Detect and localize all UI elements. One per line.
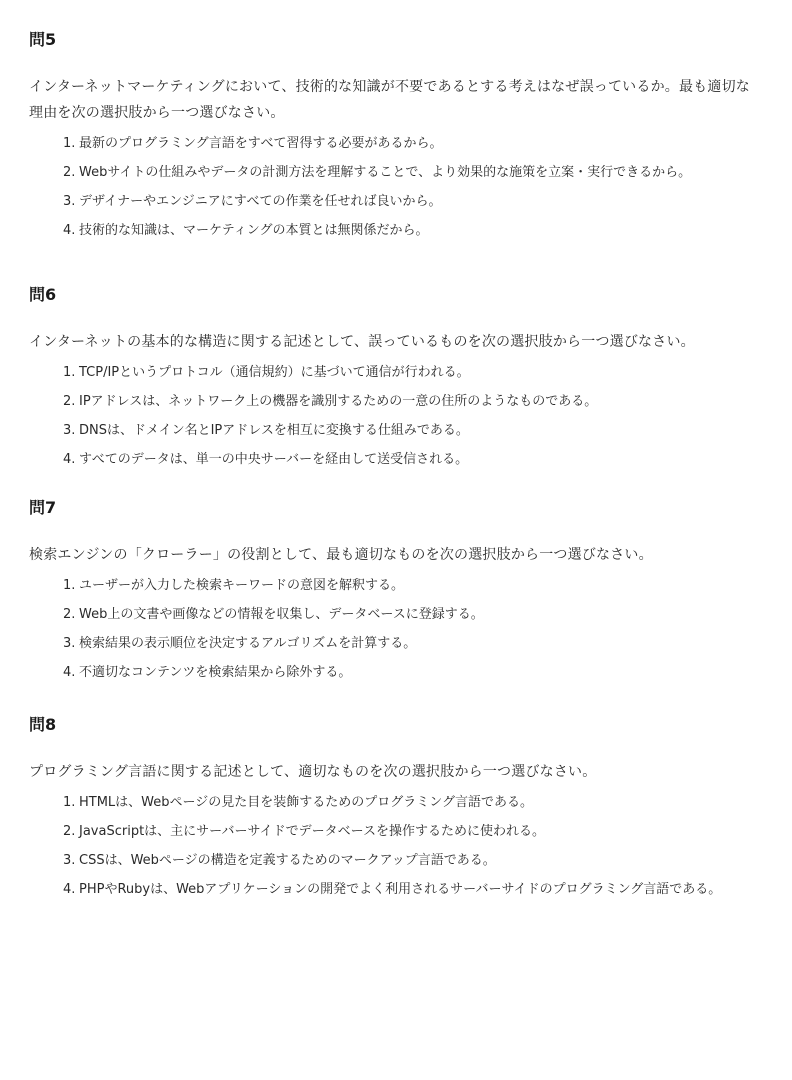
option-text: デザイナーやエンジニアにすべての作業を任せれば良いから。 xyxy=(79,194,442,209)
answer-option xyxy=(63,791,752,815)
answer-option xyxy=(63,190,752,214)
option-number: 4. xyxy=(63,665,76,680)
question-title: 問5 xyxy=(29,30,57,49)
question-5 xyxy=(29,28,752,243)
option-text: 不適切なコンテンツを検索結果から除外する。 xyxy=(79,665,352,680)
option-text: DNSは、ドメイン名とIPアドレスを相互に変換する仕組みである。 xyxy=(79,423,469,438)
answer-option xyxy=(63,878,752,902)
option-text: ユーザーが入力した検索キーワードの意図を解釈する。 xyxy=(79,578,405,593)
option-number: 1. xyxy=(63,136,76,151)
option-number: 2. xyxy=(63,394,76,409)
question-8 xyxy=(29,713,752,902)
option-number: 2. xyxy=(63,824,76,839)
option-text: JavaScriptは、主にサーバーサイドでデータベースを操作するために使われる。 xyxy=(79,824,545,839)
option-number: 4. xyxy=(63,452,76,467)
option-text: 検索結果の表示順位を決定するアルゴリズムを計算する。 xyxy=(79,636,417,651)
answer-option xyxy=(63,632,752,656)
option-number: 3. xyxy=(63,636,76,651)
question-title: 問7 xyxy=(29,498,57,517)
answer-option xyxy=(63,574,752,598)
option-number: 1. xyxy=(63,795,76,810)
answer-option xyxy=(63,448,752,472)
option-text: Webサイトの仕組みやデータの計測方法を理解することで、より効果的な施策を立案・実行できるから。 xyxy=(79,165,692,180)
answer-option xyxy=(63,219,752,243)
option-text: 技術的な知識は、マーケティングの本質とは無関係だから。 xyxy=(79,223,429,238)
answer-option xyxy=(63,603,752,627)
option-number: 2. xyxy=(63,165,76,180)
question-6 xyxy=(29,283,752,472)
question-title: 問8 xyxy=(29,715,57,734)
option-number: 4. xyxy=(63,882,76,897)
answer-options xyxy=(29,791,752,902)
option-number: 2. xyxy=(63,607,76,622)
answer-option xyxy=(63,820,752,844)
option-number: 1. xyxy=(63,578,76,593)
option-number: 4. xyxy=(63,223,76,238)
option-number: 1. xyxy=(63,365,76,380)
option-number: 3. xyxy=(63,853,76,868)
option-number: 3. xyxy=(63,194,76,209)
question-text: 検索エンジンの「クローラー」の役割として、最も適切なものを次の選択肢から一つ選びなさい。 xyxy=(29,547,653,563)
answer-options xyxy=(29,132,752,243)
answer-options xyxy=(29,574,752,685)
option-text: IPアドレスは、ネットワーク上の機器を識別するための一意の住所のようなものである。 xyxy=(79,394,598,409)
question-7 xyxy=(29,496,752,685)
question-text: インターネットの基本的な構造に関する記述として、誤っているものを次の選択肢から一つ選びなさい。 xyxy=(29,334,695,350)
answer-option xyxy=(63,849,752,873)
answer-option xyxy=(63,132,752,156)
answer-option xyxy=(63,361,752,385)
option-text: CSSは、Webページの構造を定義するためのマークアップ言語である。 xyxy=(79,853,496,868)
option-text: PHPやRubyは、Webアプリケーションの開発でよく利用されるサーバーサイドのプログラミング言語である。 xyxy=(79,882,722,897)
option-text: 最新のプログラミング言語をすべて習得する必要があるから。 xyxy=(79,136,443,151)
question-text: インターネットマーケティングにおいて、技術的な知識が不要であるとする考えはなぜ誤っているか。最も適切な理由を次の選択肢から一つ選びなさい。 xyxy=(29,79,750,121)
option-number: 3. xyxy=(63,423,76,438)
answer-options xyxy=(29,361,752,472)
answer-option xyxy=(63,390,752,414)
answer-option xyxy=(63,419,752,443)
option-text: HTMLは、Webページの見た目を装飾するためのプログラミング言語である。 xyxy=(79,795,533,810)
option-text: TCP/IPというプロトコル（通信規約）に基づいて通信が行われる。 xyxy=(79,365,470,380)
question-title: 問6 xyxy=(29,285,57,304)
answer-option xyxy=(63,161,752,185)
question-text: プログラミング言語に関する記述として、適切なものを次の選択肢から一つ選びなさい。 xyxy=(29,764,597,780)
option-text: Web上の文書や画像などの情報を収集し、データベースに登録する。 xyxy=(79,607,484,622)
option-text: すべてのデータは、単一の中央サーバーを経由して送受信される。 xyxy=(79,452,469,467)
answer-option xyxy=(63,661,752,685)
